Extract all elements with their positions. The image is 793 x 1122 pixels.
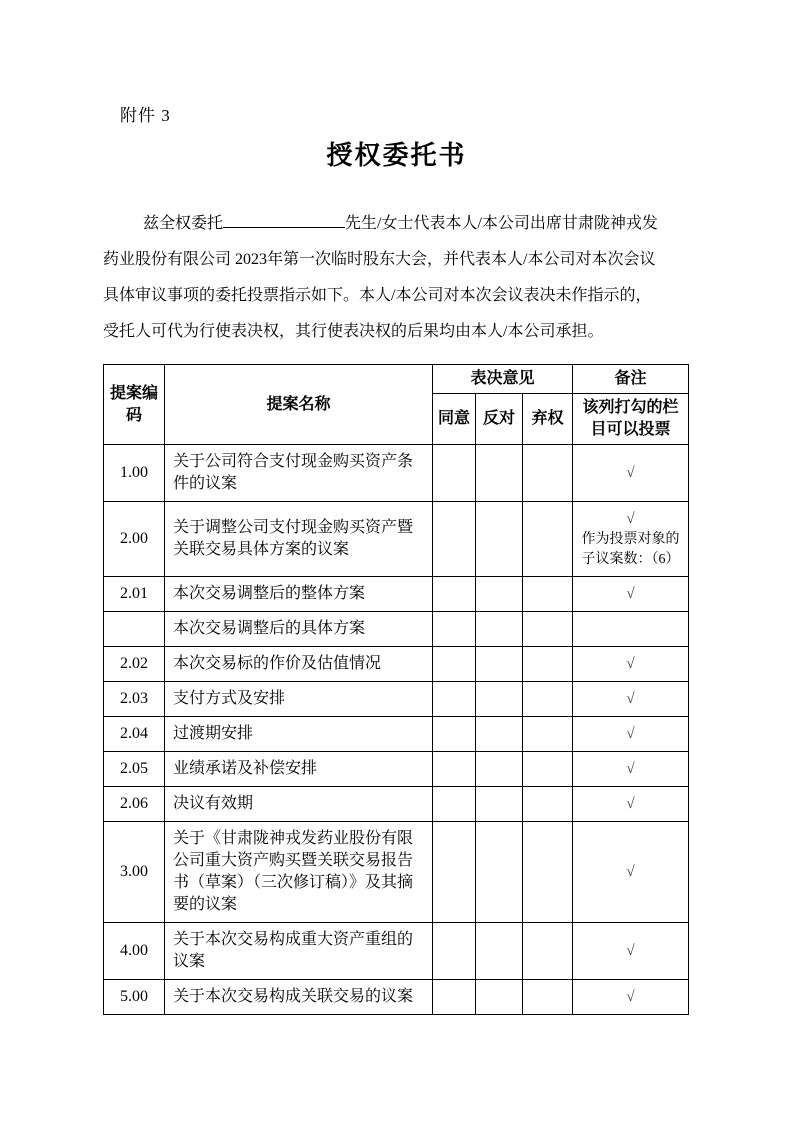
proposal-code-cell: 4.00 [104, 923, 165, 980]
table-row [104, 445, 689, 502]
remark-cell [573, 752, 689, 787]
vote-against-cell[interactable] [476, 682, 523, 717]
intro-paragraph [103, 206, 689, 350]
header-abstain: 弃权 [523, 394, 573, 445]
header-proposal-code: 提案编码 [104, 365, 165, 445]
proposal-name-cell: 本次交易调整后的整体方案 [165, 577, 433, 612]
vote-abstain-cell[interactable] [523, 502, 573, 577]
proposal-code-cell: 2.03 [104, 682, 165, 717]
remark-cell [573, 612, 689, 647]
vote-abstain-cell[interactable] [523, 445, 573, 502]
intro-line-3: 具体审议事项的委托投票指示如下。本人/本公司对本次会议表决未作指示的， [103, 287, 652, 304]
vote-agree-cell[interactable] [433, 682, 476, 717]
vote-against-cell[interactable] [476, 923, 523, 980]
checkmark: √ [626, 726, 635, 742]
vote-abstain-cell[interactable] [523, 980, 573, 1015]
vote-abstain-cell[interactable] [523, 752, 573, 787]
vote-against-cell[interactable] [476, 822, 523, 923]
vote-abstain-cell[interactable] [523, 787, 573, 822]
proposal-name-cell: 过渡期安排 [165, 717, 433, 752]
page-title: 授权委托书 [326, 141, 467, 170]
vote-agree-cell[interactable] [433, 822, 476, 923]
vote-agree-cell[interactable] [433, 612, 476, 647]
header-agree: 同意 [433, 394, 476, 445]
proposal-name-cell: 本次交易调整后的具体方案 [165, 612, 433, 647]
table-row [104, 923, 689, 980]
remark-cell [573, 822, 689, 923]
vote-abstain-cell[interactable] [523, 612, 573, 647]
vote-abstain-cell[interactable] [523, 822, 573, 923]
table-row [104, 787, 689, 822]
intro-line-1 [103, 206, 689, 242]
header-vote-group: 表决意见 [433, 365, 573, 394]
proposal-name-cell: 关于调整公司支付现金购买资产暨关联交易具体方案的议案 [165, 502, 433, 577]
intro-line-4: 受托人可代为行使表决权，其行使表决权的后果均由本人/本公司承担。 [103, 323, 604, 340]
vote-abstain-cell[interactable] [523, 682, 573, 717]
proposal-name-cell: 支付方式及安排 [165, 682, 433, 717]
vote-agree-cell[interactable] [433, 717, 476, 752]
proposal-code-cell: 2.00 [104, 502, 165, 577]
header-remark: 备注 [573, 365, 689, 394]
proposal-name-cell: 关于公司符合支付现金购买资产条件的议案 [165, 445, 433, 502]
proposal-code-cell: 2.06 [104, 787, 165, 822]
table-row [104, 682, 689, 717]
proposal-code-cell: 2.05 [104, 752, 165, 787]
vote-against-cell[interactable] [476, 787, 523, 822]
table-body [104, 445, 689, 1015]
proposal-code-cell: 5.00 [104, 980, 165, 1015]
proposal-code-cell: 2.04 [104, 717, 165, 752]
remark-cell [573, 787, 689, 822]
vote-agree-cell[interactable] [433, 445, 476, 502]
checkmark: √ [626, 989, 635, 1005]
vote-agree-cell[interactable] [433, 923, 476, 980]
header-remark-sub: 该列打勾的栏目可以投票 [573, 394, 689, 445]
proposal-name-cell: 关于本次交易构成重大资产重组的议案 [165, 923, 433, 980]
checkmark: √ [626, 656, 635, 672]
proposal-code-cell [104, 612, 165, 647]
checkmark: √ [626, 943, 635, 959]
table-row [104, 502, 689, 577]
vote-against-cell[interactable] [476, 502, 523, 577]
vote-abstain-cell[interactable] [523, 647, 573, 682]
vote-against-cell[interactable] [476, 577, 523, 612]
checkmark: √ [626, 465, 635, 481]
attachment-label: 附件 3 [120, 106, 171, 125]
table-row [104, 612, 689, 647]
table-row [104, 647, 689, 682]
table-header [104, 365, 689, 445]
vote-against-cell[interactable] [476, 980, 523, 1015]
proxy-name-blank[interactable] [223, 209, 345, 228]
vote-against-cell[interactable] [476, 445, 523, 502]
header-proposal-name: 提案名称 [165, 365, 433, 445]
vote-abstain-cell[interactable] [523, 923, 573, 980]
proposal-code-cell: 1.00 [104, 445, 165, 502]
vote-agree-cell[interactable] [433, 752, 476, 787]
table-row [104, 980, 689, 1015]
proposal-code-cell: 2.02 [104, 647, 165, 682]
remark-cell [573, 682, 689, 717]
vote-against-cell[interactable] [476, 717, 523, 752]
vote-against-cell[interactable] [476, 612, 523, 647]
vote-abstain-cell[interactable] [523, 717, 573, 752]
remark-note: 作为投票对象的子议案数：（6） [581, 532, 680, 567]
vote-against-cell[interactable] [476, 752, 523, 787]
checkmark: √ [626, 511, 635, 527]
remark-cell [573, 647, 689, 682]
table-row [104, 717, 689, 752]
vote-abstain-cell[interactable] [523, 577, 573, 612]
checkmark: √ [626, 796, 635, 812]
intro-line1-suffix: 先生/女士代表本人/本公司出席甘肃陇神戎发 [345, 215, 658, 232]
checkmark: √ [626, 586, 635, 602]
proposal-name-cell: 业绩承诺及补偿安排 [165, 752, 433, 787]
remark-cell [573, 445, 689, 502]
header-against: 反对 [476, 394, 523, 445]
vote-agree-cell[interactable] [433, 980, 476, 1015]
vote-against-cell[interactable] [476, 647, 523, 682]
proposal-name-cell: 本次交易标的作价及估值情况 [165, 647, 433, 682]
intro-line-2: 药业股份有限公司 2023年第一次临时股东大会，并代表本人/本公司对本次会议 [103, 251, 656, 268]
intro-line1-prefix: 兹全权委托 [143, 215, 224, 232]
checkmark: √ [626, 691, 635, 707]
proposal-code-cell: 3.00 [104, 822, 165, 923]
proposal-voting-table [103, 364, 689, 1015]
proposal-name-cell: 关于本次交易构成关联交易的议案 [165, 980, 433, 1015]
table-row [104, 822, 689, 923]
table-row [104, 577, 689, 612]
proposal-name-cell: 关于《甘肃陇神戎发药业股份有限公司重大资产购买暨关联交易报告书（草案）（三次修订稿）》及其摘要的议案 [165, 822, 433, 923]
remark-cell [573, 980, 689, 1015]
table-row [104, 752, 689, 787]
proposal-name-cell: 决议有效期 [165, 787, 433, 822]
vote-agree-cell[interactable] [433, 502, 476, 577]
remark-cell [573, 502, 689, 577]
vote-agree-cell[interactable] [433, 787, 476, 822]
remark-cell [573, 577, 689, 612]
proposal-code-cell: 2.01 [104, 577, 165, 612]
vote-agree-cell[interactable] [433, 647, 476, 682]
checkmark: √ [626, 864, 635, 880]
remark-cell [573, 717, 689, 752]
checkmark: √ [626, 761, 635, 777]
vote-agree-cell[interactable] [433, 577, 476, 612]
remark-cell [573, 923, 689, 980]
